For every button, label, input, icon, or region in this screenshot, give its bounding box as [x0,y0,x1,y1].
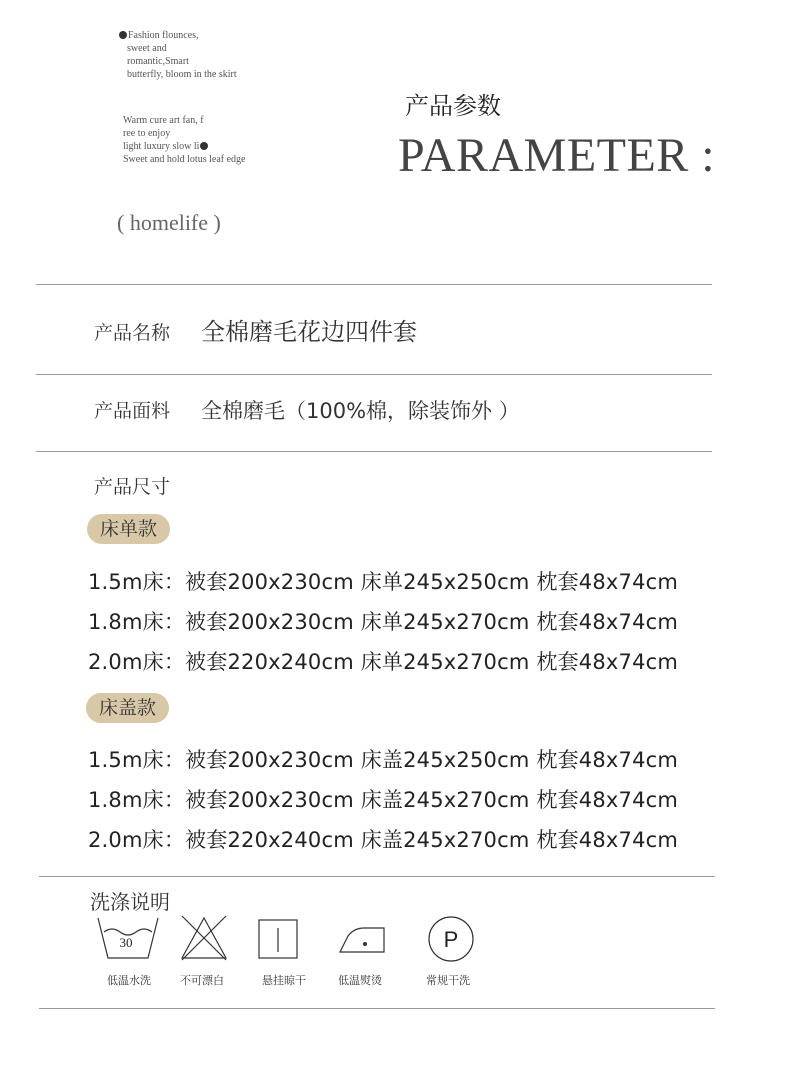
bedspread-version-badge: 床盖款 [86,693,169,723]
no-bleach-icon [178,914,230,962]
product-name-value: 全棉磨毛花边四件套 [201,318,417,346]
size-line: 1.8m床：被套200x230cm 床盖245x270cm 枕套48x74cm [88,788,679,812]
hang-dry-icon [257,914,299,962]
size-line: 1.8m床：被套200x230cm 床单245x270cm 枕套48x74cm [88,610,679,634]
care-label-dry-clean: 常规干洗 [426,974,470,987]
care-label-hang-dry: 悬挂晾干 [262,974,306,987]
care-label-low-iron: 低温熨烫 [338,974,382,987]
bullet-dot-icon [200,142,208,150]
wash-30-icon [96,914,160,962]
divider [39,1008,715,1009]
product-size-label: 产品尺寸 [94,476,171,498]
low-iron-icon [338,914,388,962]
tagline-english-2: Warm cure art fan, f ree to enjoy light luxury slow li Sweet and hold lotus leaf edge [123,115,246,165]
care-instructions-title: 洗涤说明 [90,890,170,914]
svg-text:30: 30 [119,935,133,950]
size-line: 1.5m床：被套200x230cm 床单245x250cm 枕套48x74cm [88,570,679,594]
size-line: 2.0m床：被套220x240cm 床单245x270cm 枕套48x74cm [88,650,679,674]
divider [36,284,712,285]
size-line: 1.5m床：被套200x230cm 床盖245x250cm 枕套48x74cm [88,748,679,772]
divider [36,451,712,452]
tagline-english-1: Fashion flounces, sweet and romantic,Smart butterfly, bloom in the skirt [118,29,268,81]
product-name-label: 产品名称 [94,322,171,344]
dry-clean-icon [426,914,476,964]
homelife-label: ( homelife ) [117,210,221,235]
bullet-dot-icon [119,31,127,39]
product-fabric-value: 全棉磨毛（100%棉，除装饰外 ） [201,399,520,423]
page-title-chinese: 产品参数 [405,92,501,120]
divider [36,374,712,375]
divider [39,876,715,877]
sheet-version-badge: 床单款 [87,514,170,544]
product-fabric-label: 产品面料 [94,400,171,422]
care-label-low-temp-wash: 低温水洗 [107,974,151,987]
page-title-english: PARAMETER : [398,129,716,182]
care-label-no-bleach: 不可漂白 [180,974,224,987]
svg-text:P: P [443,927,459,952]
size-line: 2.0m床：被套220x240cm 床盖245x270cm 枕套48x74cm [88,828,679,852]
